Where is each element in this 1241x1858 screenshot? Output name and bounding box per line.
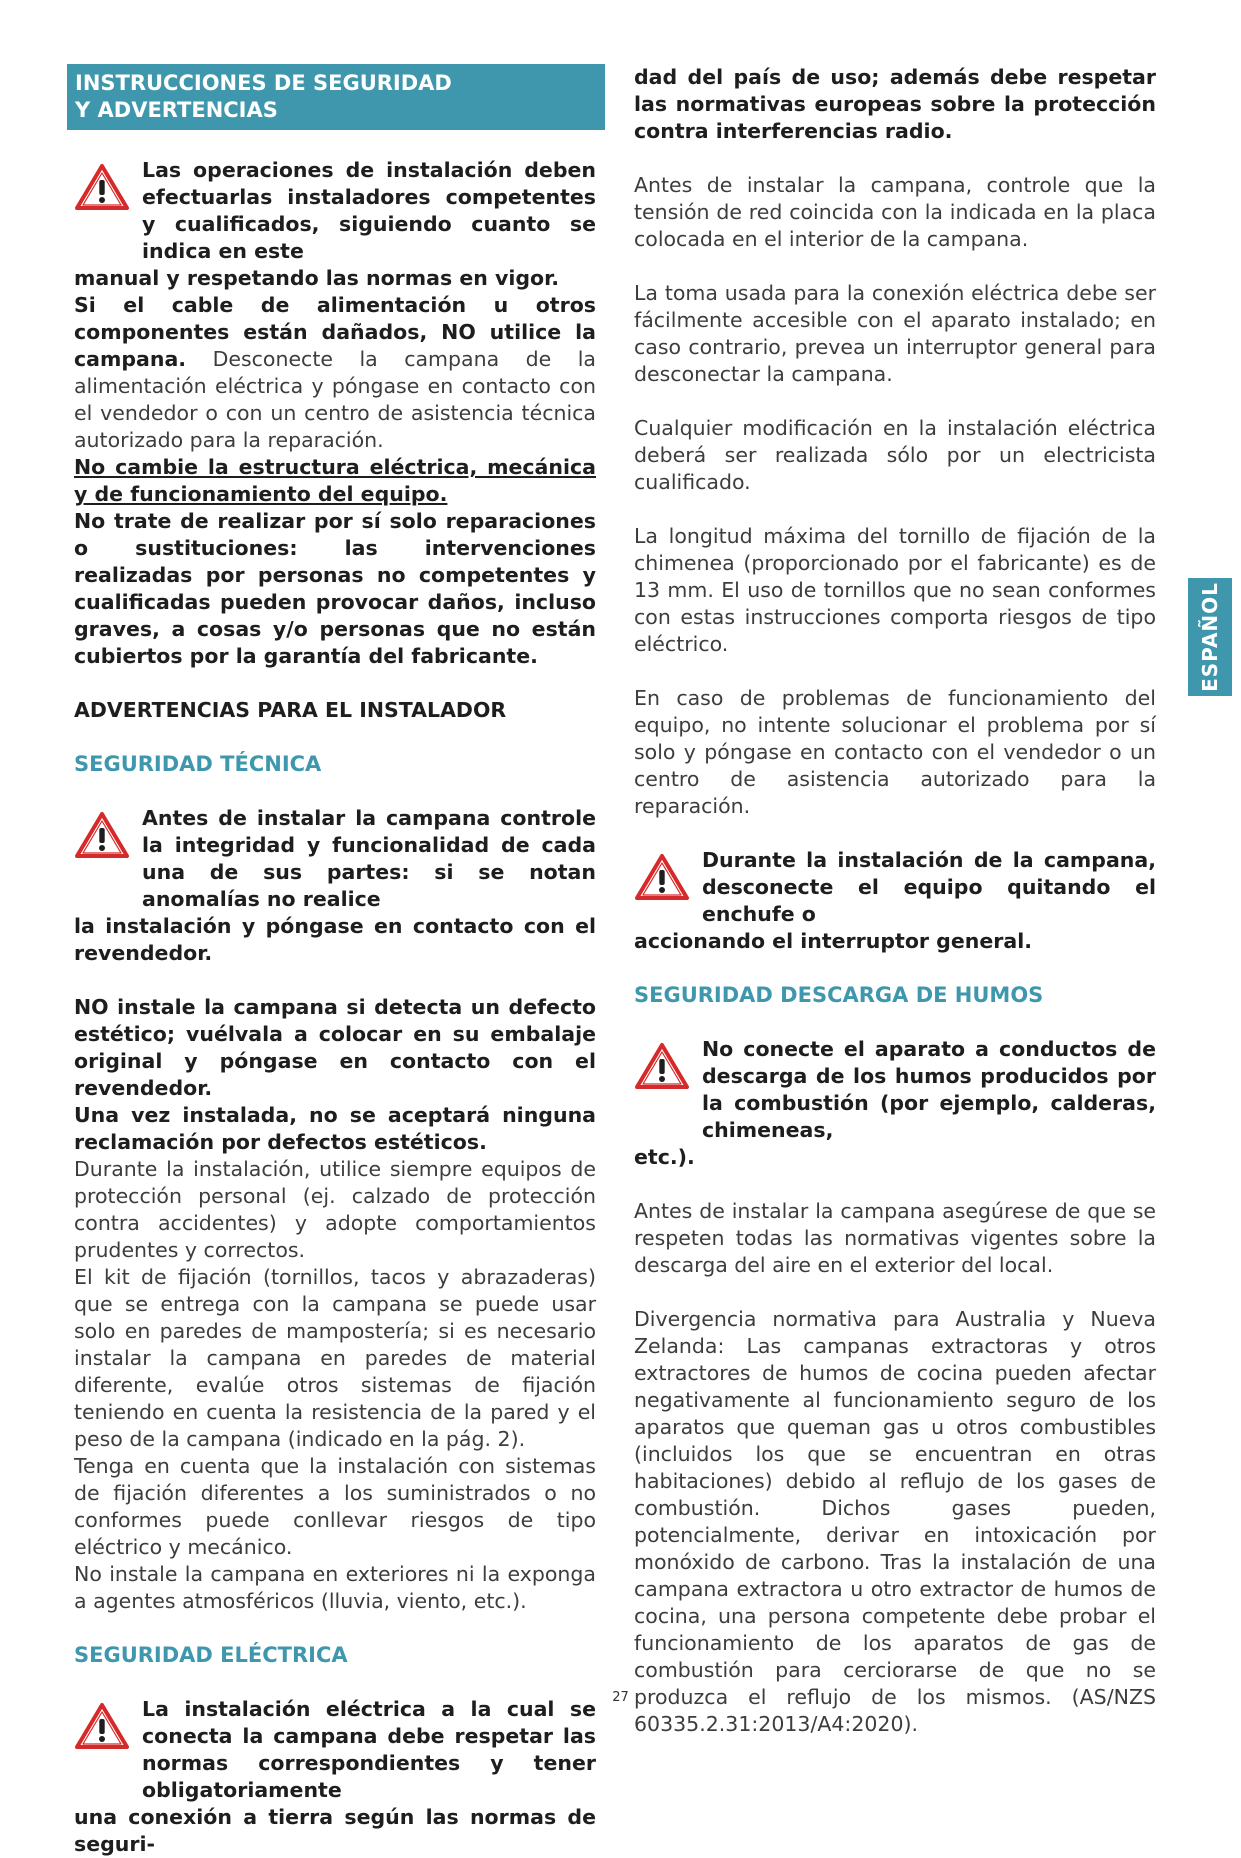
technical-safety-title: SEGURIDAD TÉCNICA bbox=[74, 752, 322, 776]
warning-block-combustion: No conecte el aparato a conductos de descarga de los humos producidos por la combustión (por ejemplo, calderas, chimeneas, etc.). bbox=[634, 1037, 1156, 1169]
continued-paragraph: dad del país de uso; además debe respetar las normativas europeas sobre la protección contra interferencias radio. bbox=[634, 65, 1156, 143]
warning-triangle-icon bbox=[634, 1042, 690, 1090]
smoke-safety-title: SEGURIDAD DESCARGA DE HUMOS bbox=[634, 983, 1044, 1007]
no-repair-paragraph: No trate de realizar por sí solo reparaciones o sustituciones: las intervenciones realizadas por personas no competentes y cualificadas pueden provocar daños, incluso graves, a cosas y/o personas que no están cubiertos por la garantía del fabricante. bbox=[74, 509, 596, 668]
section-header: INSTRUCCIONES DE SEGURIDAD Y ADVERTENCIAS bbox=[67, 64, 605, 130]
damaged-cable-paragraph: Si el cable de alimentación u otros componentes están dañados, NO utilice la campana. Desconecte la campana de la alimentación eléctrica y póngase en contacto con el vendedor o con un centro de asistencia técnica autorizado para la reparación. bbox=[74, 293, 596, 452]
page-number: 27 bbox=[612, 1690, 629, 1705]
warning-triangle-icon bbox=[74, 163, 130, 211]
warning-block-integrity: Antes de instalar la campana controle la integridad y funcionalidad de cada una de sus partes: si se notan anomalías no realice la instalación y póngase en contacto con el revendedor. bbox=[74, 806, 596, 965]
socket-paragraph: La toma usada para la conexión eléctrica debe ser fácilmente accesible con el aparato instalado; en caso contrario, prevea un interruptor general para desconectar la campana. bbox=[634, 281, 1156, 386]
no-claims-paragraph: Una vez instalada, no se aceptará ninguna reclamación por defectos estéticos. bbox=[74, 1103, 596, 1154]
warning-triangle-icon bbox=[634, 853, 690, 901]
language-tab: ESPAÑOL bbox=[1188, 578, 1232, 696]
fixing-kit-paragraph: El kit de fijación (tornillos, tacos y abrazaderas) que se entrega con la campana se puede usar solo en paredes de mampostería; si es necesario instalar la campana en paredes de material diferente, evalúe otros sistemas de fijación teniendo en cuenta la resistencia de la pared y el peso de la campana (indicado en la pág. 2). bbox=[74, 1265, 596, 1451]
other-fixing-paragraph: Tenga en cuenta que la instalación con sistemas de fijación diferentes a los suministrados o no conformes puede conllevar riesgos de tipo eléctrico y mecánico. bbox=[74, 1454, 596, 1559]
no-install-paragraph: NO instale la campana si detecta un defecto estético; vuélvala a colocar en su embalaje original y póngase en contacto con el revendedor. bbox=[74, 995, 596, 1100]
ppe-paragraph: Durante la instalación, utilice siempre equipos de protección personal (ej. calzado de protección contra accidentes) y adopte comportamientos prudentes y correctos. bbox=[74, 1157, 596, 1262]
warning-block-electrical: La instalación eléctrica a la cual se conecta la campana debe respetar las normas correspondientes y tener obligatoriamente una conexión a tierra según las normas de seguri- bbox=[74, 1697, 596, 1856]
screw-paragraph: La longitud máxima del tornillo de fijación de la chimenea (proporcionado por el fabricante) es de 13 mm. El uso de tornillos que no sean conformes con estas instrucciones comporta riesgos de tipo eléctrico. bbox=[634, 524, 1156, 656]
australia-paragraph: Divergencia normativa para Australia y Nueva Zelanda: Las campanas extractoras y otros extractores de humos de cocina pueden afectar negativamente al funcionamiento seguro de los aparatos que queman gas u otros combustibles (incluidos los que se encuentran en otras habitaciones) debido al reflujo de los gases de combustión. Dichos gases pueden, potencialmente, derivar en intoxicación por monóxido de carbono. Tras la instalación de una campana extractora u otro extractor de humos de cocina, una persona competente debe probar el funcionamiento de los aparatos de gas de combustión para cerciorarse de que no se produzca el reflujo de los mismos. (AS/NZS 60335.2.31:2013/A4:2020). bbox=[634, 1307, 1156, 1736]
outdoor-paragraph: No instale la campana en exteriores ni la exponga a agentes atmosféricos (lluvia, viento, etc.). bbox=[74, 1562, 596, 1613]
left-column bbox=[74, 64, 596, 1858]
right-column bbox=[634, 64, 1156, 1738]
installer-warnings-title: ADVERTENCIAS PARA EL INSTALADOR bbox=[74, 698, 507, 722]
no-change-paragraph: No cambie la estructura eléctrica, mecánica y de funcionamiento del equipo. bbox=[74, 455, 596, 506]
warning-triangle-icon bbox=[74, 1702, 130, 1750]
modification-paragraph: Cualquier modificación en la instalación eléctrica deberá ser realizada sólo por un electricista cualificado. bbox=[634, 416, 1156, 494]
voltage-paragraph: Antes de instalar la campana, controle que la tensión de red coincida con la indicada en la placa colocada en el interior de la campana. bbox=[634, 173, 1156, 251]
warning-triangle-icon bbox=[74, 811, 130, 859]
electrical-safety-title: SEGURIDAD ELÉCTRICA bbox=[74, 1643, 348, 1667]
problems-paragraph: En caso de problemas de funcionamiento del equipo, no intente solucionar el problema por sí solo y póngase en contacto con el vendedor o un centro de asistencia autorizado para la reparación. bbox=[634, 686, 1156, 818]
warning-block-installers: Las operaciones de instalación deben efectuarlas instaladores competentes y cualificados, siguiendo cuanto se indica en este manual y respetando las normas en vigor. bbox=[74, 158, 596, 290]
warning-block-disconnect: Durante la instalación de la campana, desconecte el equipo quitando el enchufe o accionando el interruptor general. bbox=[634, 848, 1156, 953]
regulations-paragraph: Antes de instalar la campana asegúrese de que se respeten todas las normativas vigentes sobre la descarga del aire en el exterior del local. bbox=[634, 1199, 1156, 1277]
